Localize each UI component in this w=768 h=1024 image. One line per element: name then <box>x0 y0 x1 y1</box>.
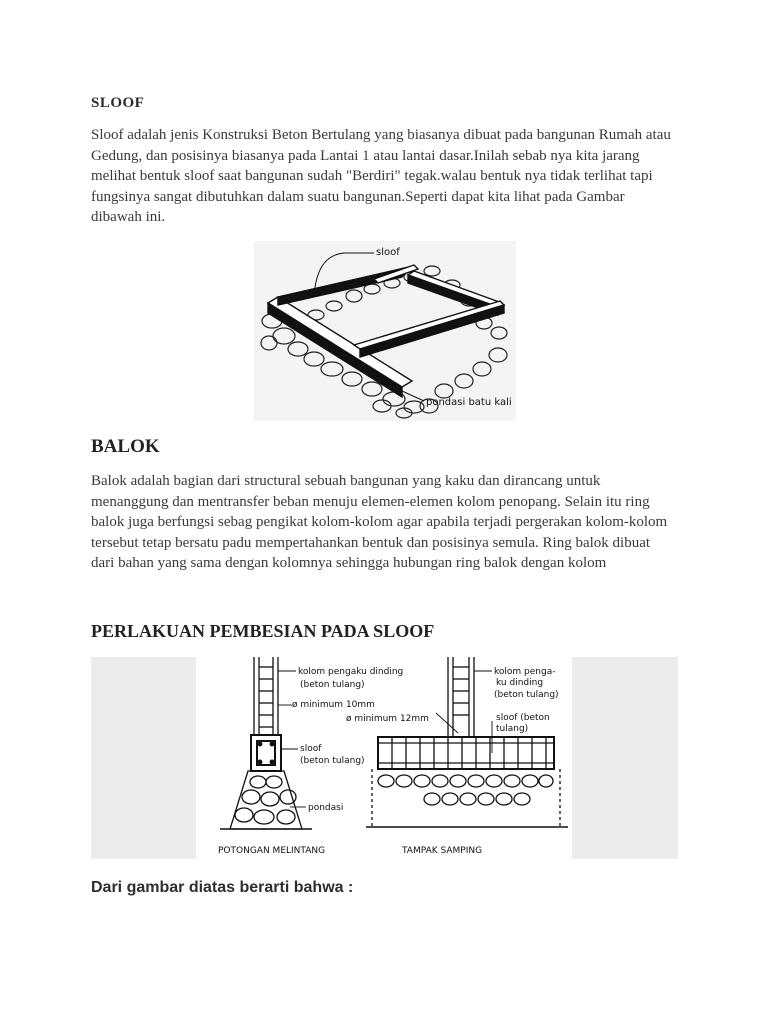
label-sloof-left-1: sloof <box>300 744 322 754</box>
label-pondasi-batu-kali: pondasi batu kali <box>426 397 512 408</box>
sloof-diagram <box>254 241 516 421</box>
sloof-beams <box>268 265 504 397</box>
label-kolom-left-2: (beton tulang) <box>300 680 365 690</box>
label-kolom-right-2: ku dinding <box>496 678 544 688</box>
label-diameter-left: ø minimum 10mm <box>292 700 375 710</box>
label-pondasi: pondasi <box>308 803 344 813</box>
caption-tampak-samping: TAMPAK SAMPING <box>402 846 483 856</box>
label-sloof-right-1: sloof (beton <box>496 713 550 723</box>
balok-line-3: balok juga berfungsi sebag pengikat kolom-kolom agar apabila terjadi pergerakan kolom-kolom <box>91 514 668 530</box>
label-diameter-right: ø minimum 12mm <box>346 714 429 724</box>
conclusion-intro: Dari gambar diatas berarti bahwa : <box>91 879 354 896</box>
pembesian-drawing <box>196 657 572 859</box>
label-kolom-left-1: kolom pengaku dinding <box>298 667 404 677</box>
cross-section <box>220 657 312 829</box>
balok-line-5: dari bahan yang sama dengan kolomnya sehingga hubungan ring balok dengan kolom <box>91 555 607 571</box>
sloof-line-1: Sloof adalah jenis Konstruksi Beton Bertulang yang biasanya dibuat pada bangunan Rumah atau <box>91 127 671 143</box>
label-sloof: sloof <box>376 247 400 258</box>
label-kolom-right-3: (beton tulang) <box>494 690 559 700</box>
pembesian-diagram <box>196 657 572 859</box>
label-sloof-left-2: (beton tulang) <box>300 756 365 766</box>
sloof-line-2: Gedung, dan posisinya biasanya pada Lantai 1 atau lantai dasar.Inilah sebab nya kita jarang <box>91 147 640 164</box>
label-kolom-right-1: kolom penga- <box>494 667 556 677</box>
perlakuan-heading: PERLAKUAN PEMBESIAN PADA SLOOF <box>91 621 435 641</box>
balok-line-2: menanggung dan mentransfer beban menuju elemen-elemen kolom penopang. Selain itu ring <box>91 493 650 510</box>
caption-potongan-melintang: POTONGAN MELINTANG <box>218 846 326 856</box>
label-sloof-right-2: tulang) <box>496 724 529 734</box>
sloof-line-3: melihat bentuk sloof saat bangunan sudah "Berdiri" tegak.walau bentuk nya tidak terlihat tapi <box>91 168 653 184</box>
sloof-paragraph <box>91 125 691 228</box>
sloof-line-5: dibawah ini. <box>91 209 166 225</box>
pembesian-figure <box>91 657 678 859</box>
sloof-line-4: fungsinya sangat dibutuhkan dalam suatu bangunan.Seperti dapat kita lihat pada Gambar <box>91 188 625 205</box>
balok-line-1: Balok adalah bagian dari structural sebuah bangunan yang kaku dan dirancang untuk <box>91 473 601 489</box>
balok-heading: BALOK <box>91 436 160 457</box>
balok-line-4: tersebut tetap bersatu padu mempertahankan bentuk dan posisinya semula. Ring balok dibuat <box>91 534 651 551</box>
sloof-figure <box>254 241 516 421</box>
sloof-heading: SLOOF <box>91 95 145 111</box>
balok-paragraph <box>91 471 671 574</box>
